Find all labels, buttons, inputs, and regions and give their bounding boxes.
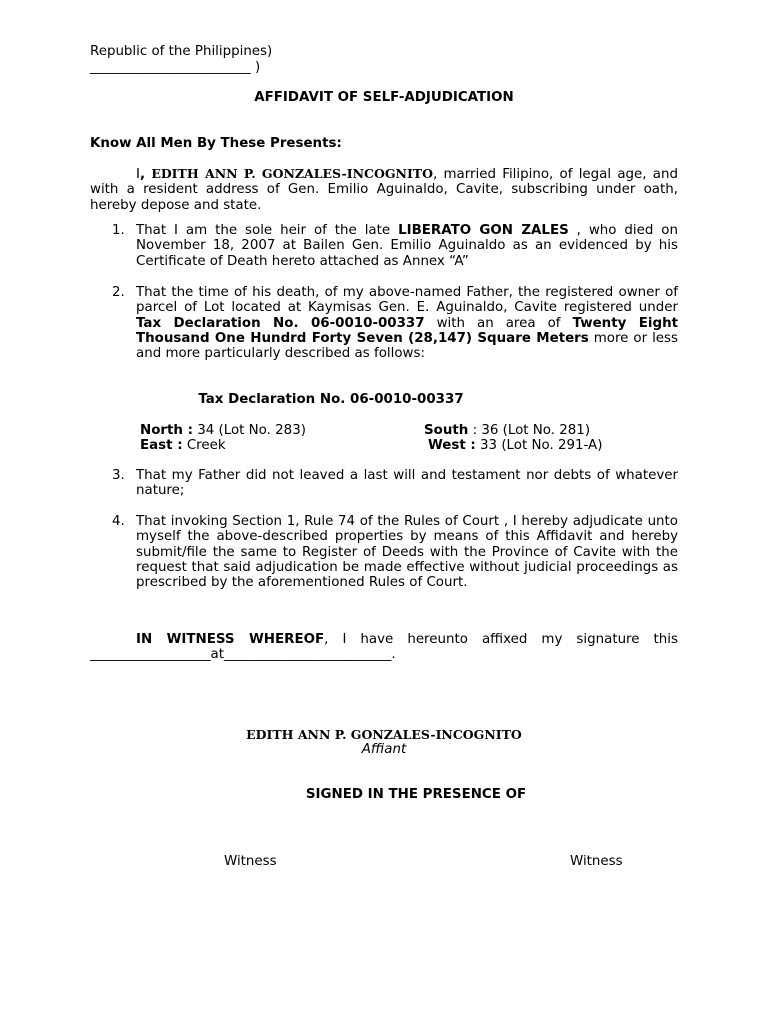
intro-comma: , <box>139 167 146 182</box>
list-item-text <box>136 285 678 361</box>
date-place-blanks: __________________at_________________________. <box>90 647 396 663</box>
signed-presence-heading: SIGNED IN THE PRESENCE OF <box>305 787 527 802</box>
list-item-4 <box>90 514 678 590</box>
boundary-north <box>140 423 306 438</box>
affiant-role: Affiant <box>361 742 407 757</box>
lot-area: Twenty Eight Thousand One Hundrd Forty Seven (28,147) Square Meters <box>136 315 679 346</box>
witness-clause <box>90 632 678 663</box>
item2-text-c: more or less and more particularly described as follows: <box>136 330 678 362</box>
boundary-west <box>428 438 602 453</box>
decedent-name: LIBERATO GON ZALES <box>398 223 569 238</box>
item1-text-a: That I am the sole heir of the late <box>136 223 399 238</box>
list-item-1 <box>90 223 678 269</box>
intro-pronoun: I <box>136 167 140 182</box>
item1-text-b: , who died on November 18, 2007 at Bailen Gen. Emilio Aguinaldo as an evidenced by his Certificate of Death hereto attached as Annex “A” <box>136 223 678 269</box>
south-label: South <box>424 423 469 438</box>
list-item-text <box>136 223 678 269</box>
boundary-east <box>140 438 226 453</box>
witness-right: Witness <box>570 854 623 869</box>
republic-line: Republic of the Philippines) <box>90 44 273 59</box>
affiant-name-inline: EDITH ANN P. GONZALES-INCOGNITO <box>151 166 433 181</box>
west-label: West : <box>428 438 476 453</box>
item2-text-a: That the time of his death, of my above-named Father, the registered owner of parcel of Lot located at Kaymisas Gen. E. Aguinaldo, Cavite registered under <box>136 285 678 316</box>
salutation: Know All Men By These Presents: <box>90 136 342 151</box>
witness-clause-line1 <box>90 632 678 647</box>
boundary-south <box>424 423 590 438</box>
north-label: North : <box>140 423 193 438</box>
list-item-3 <box>90 468 678 499</box>
affiant-name: EDITH ANN P. GONZALES-INCOGNITO <box>246 727 522 742</box>
witness-left: Witness <box>224 854 277 869</box>
south-value: : 36 (Lot No. 281) <box>468 423 591 438</box>
list-number: 2. <box>112 285 125 300</box>
west-value: 33 (Lot No. 291-A) <box>475 438 603 453</box>
document-title: AFFIDAVIT OF SELF-ADJUDICATION <box>254 90 514 105</box>
item2-text-b: with an area of <box>424 315 573 331</box>
east-value: Creek <box>182 438 226 453</box>
list-item-text: That invoking Section 1, Rule 74 of the Rules of Court , I hereby adjudicate unto myself the above-described properties by means of this Affidavit and hereby submit/file the same to Register of Deeds with the Province of Cavite with the request that said adjudication be made effective without judicial proceedings as prescribed by the aforementioned Rules of Court. <box>136 514 678 591</box>
witness-whereof: IN WITNESS WHEREOF <box>136 632 325 647</box>
intro-rest: , married Filipino, of legal age, and with a resident address of Gen. Emilio Aguinaldo, Cavite, subscribing under oath, hereby depose and state. <box>90 167 678 213</box>
list-item-2 <box>90 285 678 361</box>
witness-clause-text: , I have hereunto affixed my signature this <box>324 632 678 647</box>
tax-declaration-inline: Tax Declaration No. 06-0010-00337 <box>136 315 425 331</box>
north-value: 34 (Lot No. 283) <box>192 423 306 438</box>
east-label: East : <box>140 438 183 453</box>
intro-paragraph <box>90 166 678 213</box>
list-item-text: That my Father did not leaved a last will and testament nor debts of whatever nature; <box>136 468 678 499</box>
tax-declaration-heading: Tax Declaration No. 06-0010-00337 <box>198 392 464 407</box>
list-number: 4. <box>112 514 125 529</box>
list-number: 1. <box>112 223 125 238</box>
list-number: 3. <box>112 468 125 483</box>
venue-blank-line: ________________________ ) <box>90 60 261 75</box>
